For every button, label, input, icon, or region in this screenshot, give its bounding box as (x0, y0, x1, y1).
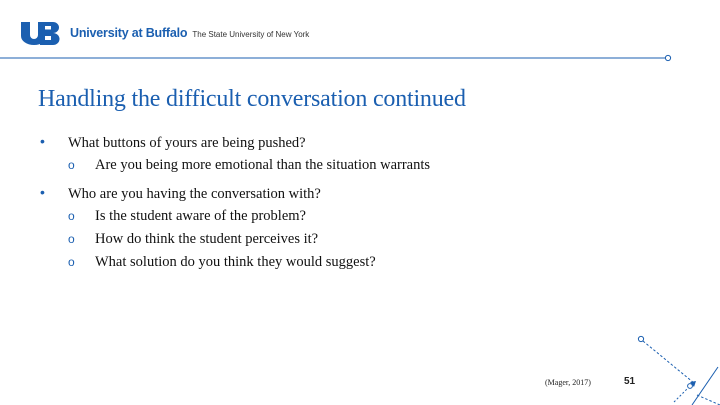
list-item (38, 183, 678, 274)
sub-bullet-text: What solution do you think they would suggest? (95, 254, 376, 270)
bullet-list (38, 132, 678, 274)
system-name: The State University of New York (192, 29, 310, 39)
sub-bullet-icon: o (68, 232, 75, 246)
decorative-lines-icon (630, 330, 720, 405)
list-item (68, 154, 678, 177)
sub-bullet-icon: o (68, 158, 75, 172)
page-number: 51 (624, 376, 636, 387)
list-item (68, 251, 678, 274)
citation: (Mager, 2017) (545, 378, 591, 387)
list-item (68, 205, 678, 228)
university-name: University at Buffalo (70, 26, 188, 40)
bullet-icon: • (40, 184, 45, 200)
bullet-text: What buttons of yours are being pushed? (68, 135, 306, 151)
sub-bullet-icon: o (68, 209, 75, 223)
bullet-icon: • (40, 133, 45, 149)
sub-bullet-text: Is the student aware of the problem? (95, 208, 306, 224)
header (20, 18, 309, 48)
slide-content (38, 132, 678, 280)
sub-list (68, 205, 678, 274)
sub-bullet-text: Are you being more emotional than the situation warrants (95, 157, 431, 173)
list-item (38, 132, 678, 177)
list-item (68, 228, 678, 251)
sub-bullet-text: How do think the student perceives it? (95, 231, 319, 247)
ub-logo-icon (20, 20, 64, 46)
sub-list (68, 154, 678, 177)
slide-title: Handling the difficult conversation continued (38, 86, 466, 112)
sub-bullet-icon: o (68, 255, 75, 269)
bullet-text: Who are you having the conversation with? (68, 186, 321, 202)
header-rule (0, 52, 720, 64)
